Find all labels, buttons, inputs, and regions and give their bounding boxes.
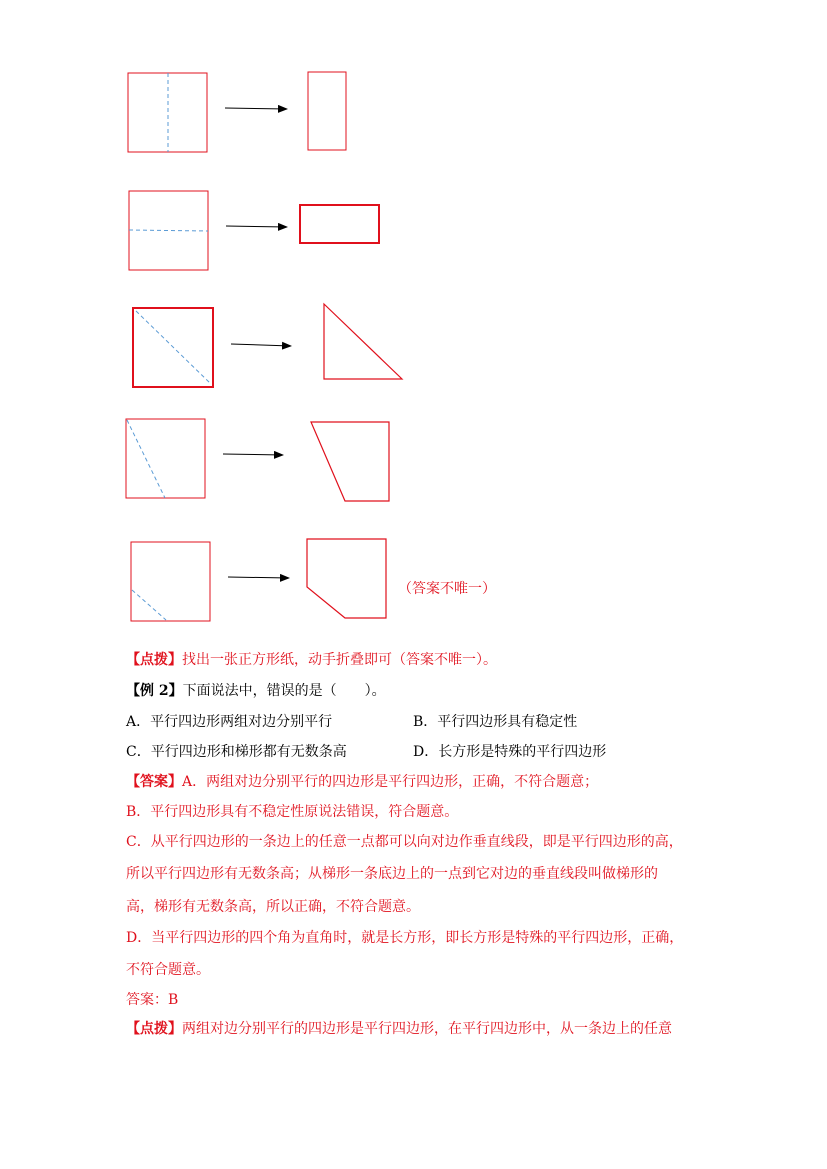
fold-line-slanted [127,420,165,498]
answer-label: 【答案】 [126,774,182,790]
tip-text: 找出一张正方形纸，动手折叠即可（答案不唯一）。 [182,652,497,668]
fold-line-corner [132,590,166,620]
answer-line-d2: 不符合题意。 [126,962,210,978]
folded-pentagon [307,539,386,618]
final-answer: 答案：B [126,992,179,1008]
folded-rectangle-wide [300,205,379,243]
example-label: 【例 2】 [126,683,183,699]
arrow [226,226,287,227]
answer-line-c1: C．从平行四边形的一条边上的任意一点都可以向对边作垂直线段，即是平行四边形的高， [126,834,683,850]
arrow [223,454,283,455]
answer-line-b: B．平行四边形具有不稳定性原说法错误，符合题意。 [126,804,459,820]
square-paper [129,191,208,270]
example-question: 下面说法中，错误的是（ ）。 [182,683,386,699]
square-paper [131,542,210,621]
fold-line-diagonal [136,311,211,384]
fold-line-horizontal [129,230,208,231]
folded-rectangle-tall [308,72,346,150]
fold-row-3 [133,304,402,387]
answer-line-a [126,772,598,792]
option-a: A．平行四边形两组对边分别平行 [126,714,333,730]
folded-trapezoid [311,422,389,501]
tip-label: 【点拨】 [126,652,182,668]
example-2 [126,681,386,701]
arrow [231,344,291,346]
tip-label: 【点拨】 [126,1021,182,1037]
fold-row-4 [126,419,389,501]
answer-not-unique-note: （答案不唯一） [398,581,496,597]
arrow [228,577,289,578]
option-b: B．平行四边形具有稳定性 [413,714,578,730]
answer-line-c3: 高，梯形有无数条高，所以正确，不符合题意。 [126,899,420,915]
folded-triangle [324,304,402,379]
tip-text: 两组对边分别平行的四边形是平行四边形，在平行四边形中，从一条边上的任意 [182,1021,672,1037]
answer-line-c2: 所以平行四边形有无数条高；从梯形一条底边上的一点到它对边的垂直线段叫做梯形的 [126,866,658,882]
tip-1 [126,650,497,670]
fold-row-1 [128,72,346,152]
square-paper [128,73,207,152]
fold-row-2 [129,191,379,270]
option-d: D．长方形是特殊的平行四边形 [413,744,607,760]
fold-row-5 [131,539,386,621]
answer-line-d1: D．当平行四边形的四个角为直角时，就是长方形，即长方形是特殊的平行四边形，正确， [126,930,684,946]
answer-a-text: A．两组对边分别平行的四边形是平行四边形，正确，不符合题意； [182,774,599,790]
arrow [225,108,287,109]
tip-2 [126,1019,672,1039]
option-c: C．平行四边形和梯形都有无数条高 [126,744,347,760]
square-paper [126,419,205,498]
